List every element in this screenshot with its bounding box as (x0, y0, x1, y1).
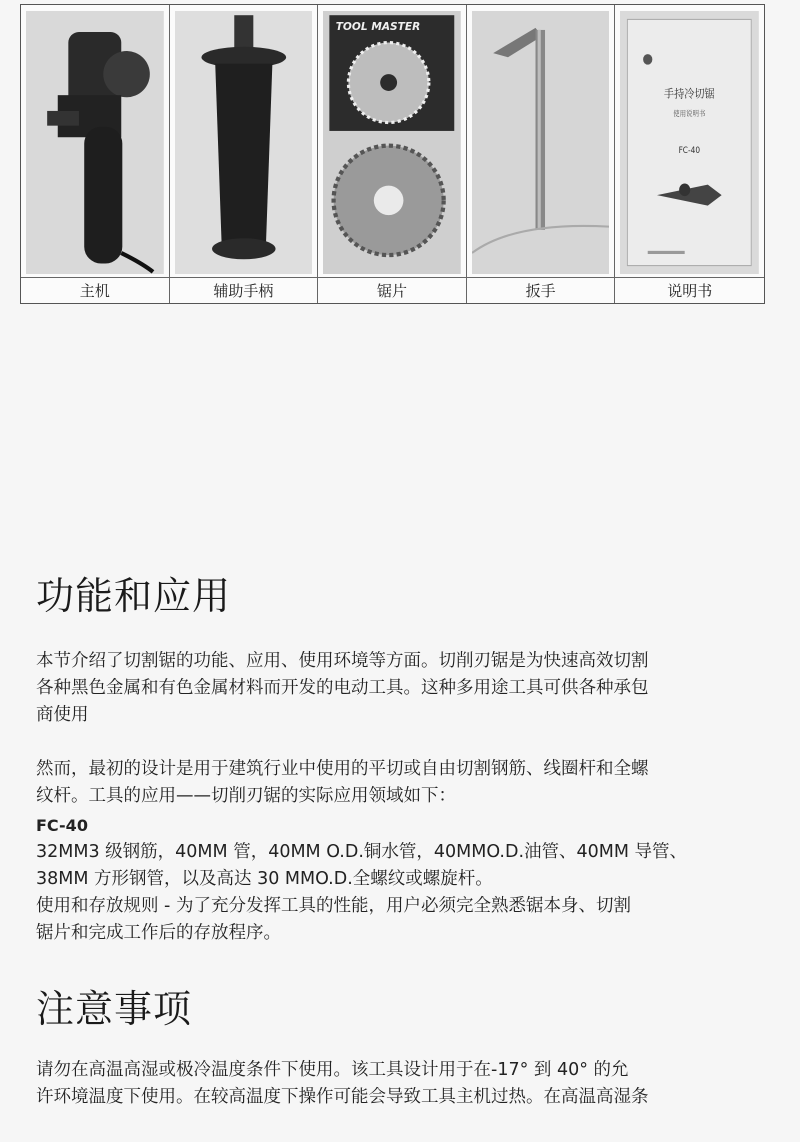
text-line: 纹杆。工具的应用——切削刃锯的实际应用领域如下： (36, 786, 456, 806)
saw-blade-photo (323, 11, 461, 274)
part-label-manual: 说明书 (615, 277, 764, 303)
section1-paragraph-model (36, 812, 761, 947)
text-line: 许环境温度下使用。在较高温度下操作可能会导致工具主机过热。在高温高湿条 (36, 1087, 649, 1107)
text-line: 32MM3 级钢筋，40MM 管，40MM O.D.铜水管，40MMO.D.油管、40MM 导管、 (36, 842, 688, 862)
section1-paragraph-intro (36, 648, 761, 729)
part-label-wrench: 扳手 (467, 277, 616, 303)
part-photo-cell (21, 5, 170, 277)
model-label: FC-40 (36, 816, 88, 835)
part-label-auxiliary-handle: 辅助手柄 (170, 277, 319, 303)
section-title-functions: 功能和应用 (36, 574, 232, 618)
part-photo-cell (318, 5, 467, 277)
text-line: 锯片和完成工作后的存放程序。 (36, 923, 281, 943)
auxiliary-handle-photo (175, 11, 313, 274)
text-line: 然而，最初的设计是用于建筑行业中使用的平切或自由切割钢筋、线圈杆和全螺 (36, 759, 649, 779)
part-label-main-unit: 主机 (21, 277, 170, 303)
wrench-photo (472, 11, 610, 274)
manual-model-text: FC-40 (678, 145, 701, 156)
part-photo-cell (467, 5, 616, 277)
text-line: 各种黑色金属和有色金属材料而开发的电动工具。这种多用途工具可供各种承包 (36, 678, 649, 698)
angle-grinder-photo (26, 11, 164, 274)
text-line: 38MM 方形钢管，以及高达 30 MMO.D.全螺纹或螺旋杆。 (36, 869, 493, 889)
manual-subtitle-text: 使用说明书 (673, 109, 706, 119)
part-photo-cell (615, 5, 764, 277)
manual-photo (620, 11, 759, 274)
text-line: 使用和存放规则 - 为了充分发挥工具的性能，用户必须完全熟悉锯本身、切割 (36, 896, 631, 916)
section-title-precautions: 注意事项 (36, 987, 193, 1031)
text-line: 本节介绍了切割锯的功能、应用、使用环境等方面。切削刃锯是为快速高效切割 (36, 651, 649, 671)
saw-blade-brand-text: TOOL MASTER (335, 20, 421, 33)
section2-paragraph (36, 1057, 761, 1111)
text-line: 商使用 (36, 705, 89, 725)
manual-title-text: 手持冷切锯 (664, 86, 716, 101)
parts-table (20, 4, 765, 304)
part-label-saw-blade: 锯片 (318, 277, 467, 303)
part-photo-cell (170, 5, 319, 277)
section1-paragraph-design (36, 756, 761, 810)
text-line: 请勿在高温高湿或极冷温度条件下使用。该工具设计用于在-17° 到 40° 的允 (36, 1060, 629, 1080)
